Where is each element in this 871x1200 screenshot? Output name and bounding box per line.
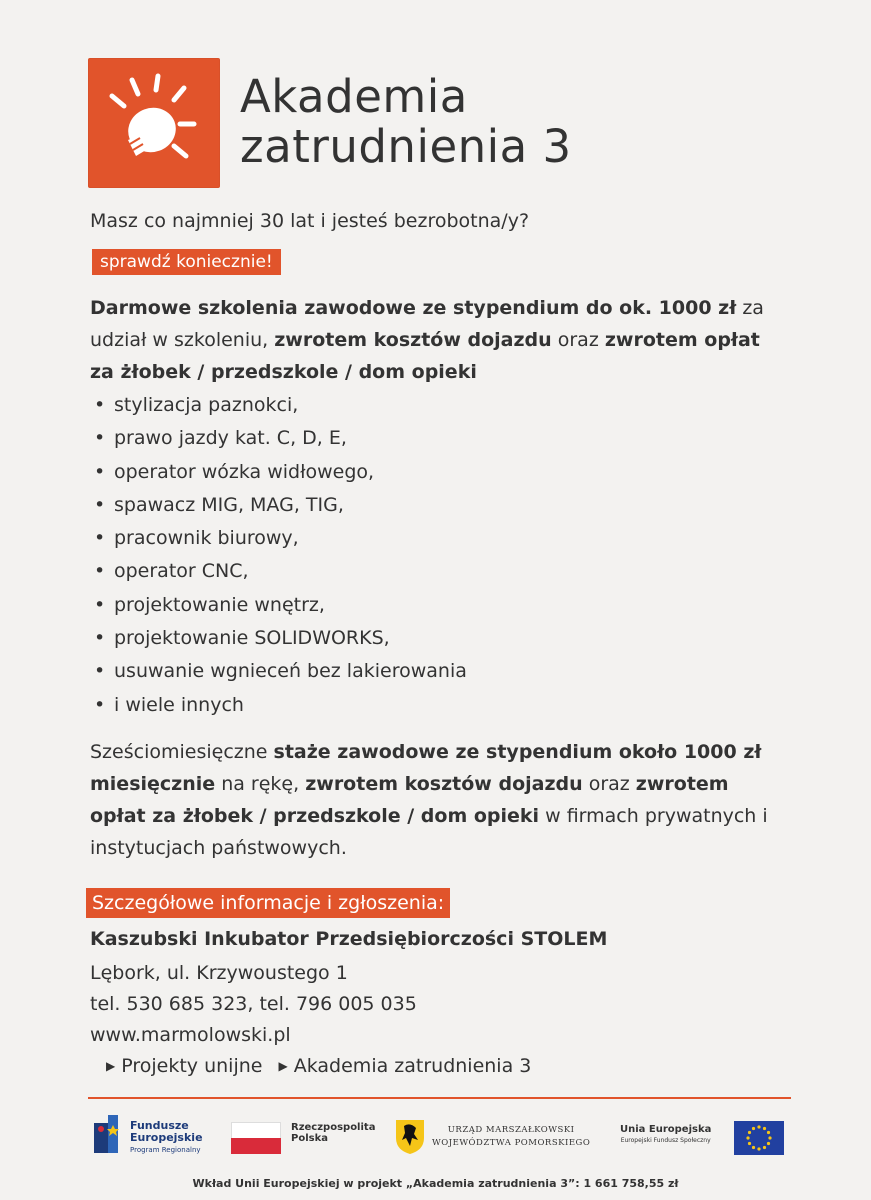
list-item: • prawo jazdy kat. C, D, E, [94,422,467,455]
poland-flag-icon [231,1122,281,1154]
bullet-icon: • [94,593,106,616]
list-item: • spawacz MIG, MAG, TIG, [94,489,467,522]
title-line-1: Akademia [240,70,468,123]
bullet-icon: • [94,394,106,416]
check-tag: sprawdź koniecznie! [92,249,281,275]
bullet-icon: • [94,527,106,550]
bullet-icon: • [94,560,106,583]
info-tag: Szczegółowe informacje i zgłoszenia: [86,888,450,918]
list-item: • projektowanie SOLIDWORKS, [94,622,467,655]
page-title [240,72,572,172]
caret-right-icon: ▶ [106,1059,116,1073]
um-logo-text: URZĄD MARSZAŁKOWSKI WOJEWÓDZTWA POMORSKIEGO [432,1125,591,1148]
training-bold-2: zwrotem kosztów dojazdu [274,329,552,351]
training-text-2: oraz [551,329,605,351]
training-paragraph [90,292,790,388]
internship-text-1: Sześciomiesięczne [90,741,274,763]
caret-right-icon: ▶ [278,1059,288,1073]
bullet-icon: • [94,693,106,716]
training-bold-1: Darmowe szkolenia zawodowe ze stypendium do ok. 1000 zł [90,297,737,319]
list-item: • pracownik biurowy, [94,522,467,555]
divider [88,1097,791,1099]
fundusze-europejskie-icon [94,1115,122,1155]
fe-logo-text: Fundusze Europejskie Program Regionalny [130,1119,203,1154]
bullet-icon: • [94,627,106,650]
internship-bold-3: zwrotem opłat za żłobek / przedszkole / dom opieki [90,773,729,827]
internship-text-4: w firmach prywatnych i instytucjach państwowych. [90,805,768,859]
funding-note: Wkład Unii Europejskiej w projekt „Akademia zatrudnienia 3”: 1 661 758,55 zł [192,1177,679,1190]
internship-bold-1: staże zawodowe ze stypendium około 1000 zł miesięcznie [90,741,762,795]
internship-text-3: oraz [582,773,636,795]
organization-name: Kaszubski Inkubator Przedsiębiorczości STOLEM [90,928,608,950]
list-item: • i wiele innych [94,689,467,722]
eu-flag-icon [734,1121,784,1155]
internship-bold-2: zwrotem kosztów dojazdu [305,773,583,795]
list-item: • operator wózka widłowego, [94,456,467,489]
phone-numbers: tel. 530 685 323, tel. 796 005 035 [90,993,417,1015]
training-bold-3: zwrotem opłat za żłobek / przedszkole / dom opieki [90,329,760,383]
title-line-2: zatrudnienia 3 [240,120,572,173]
footer-logos [88,1110,791,1160]
pomorskie-crest-icon [394,1118,426,1156]
website-link[interactable]: www.marmolowski.pl [90,1024,291,1046]
ue-logo-text: Unia Europejska Europejski Fundusz Społeczny [620,1124,712,1144]
intro-question: Masz co najmniej 30 lat i jesteś bezrobotna/y? [90,210,530,232]
list-item: • usuwanie wgnieceń bez lakierowania [94,655,467,688]
list-item: • projektowanie wnętrz, [94,589,467,622]
internship-text-2: na rękę, [215,773,306,795]
breadcrumb-projects[interactable]: ▶ Projekty unijne [106,1055,263,1077]
breadcrumb [106,1055,541,1077]
list-item: • operator CNC, [94,555,467,588]
bullet-icon: • [94,427,106,450]
rp-logo-text: Rzeczpospolita Polska [291,1122,376,1144]
lightbulb-icon [88,58,220,188]
course-list [94,389,467,722]
training-text-1: za udział w szkoleniu, [90,297,764,351]
bullet-icon: • [94,493,106,516]
bullet-icon: • [94,460,106,483]
logo [88,58,220,188]
bullet-icon: • [94,660,106,683]
list-item: • stylizacja paznokci, [94,389,467,422]
breadcrumb-academy[interactable]: ▶ Akademia zatrudnienia 3 [278,1055,532,1077]
internship-paragraph [90,736,790,864]
address: Lębork, ul. Krzywoustego 1 [90,962,348,984]
